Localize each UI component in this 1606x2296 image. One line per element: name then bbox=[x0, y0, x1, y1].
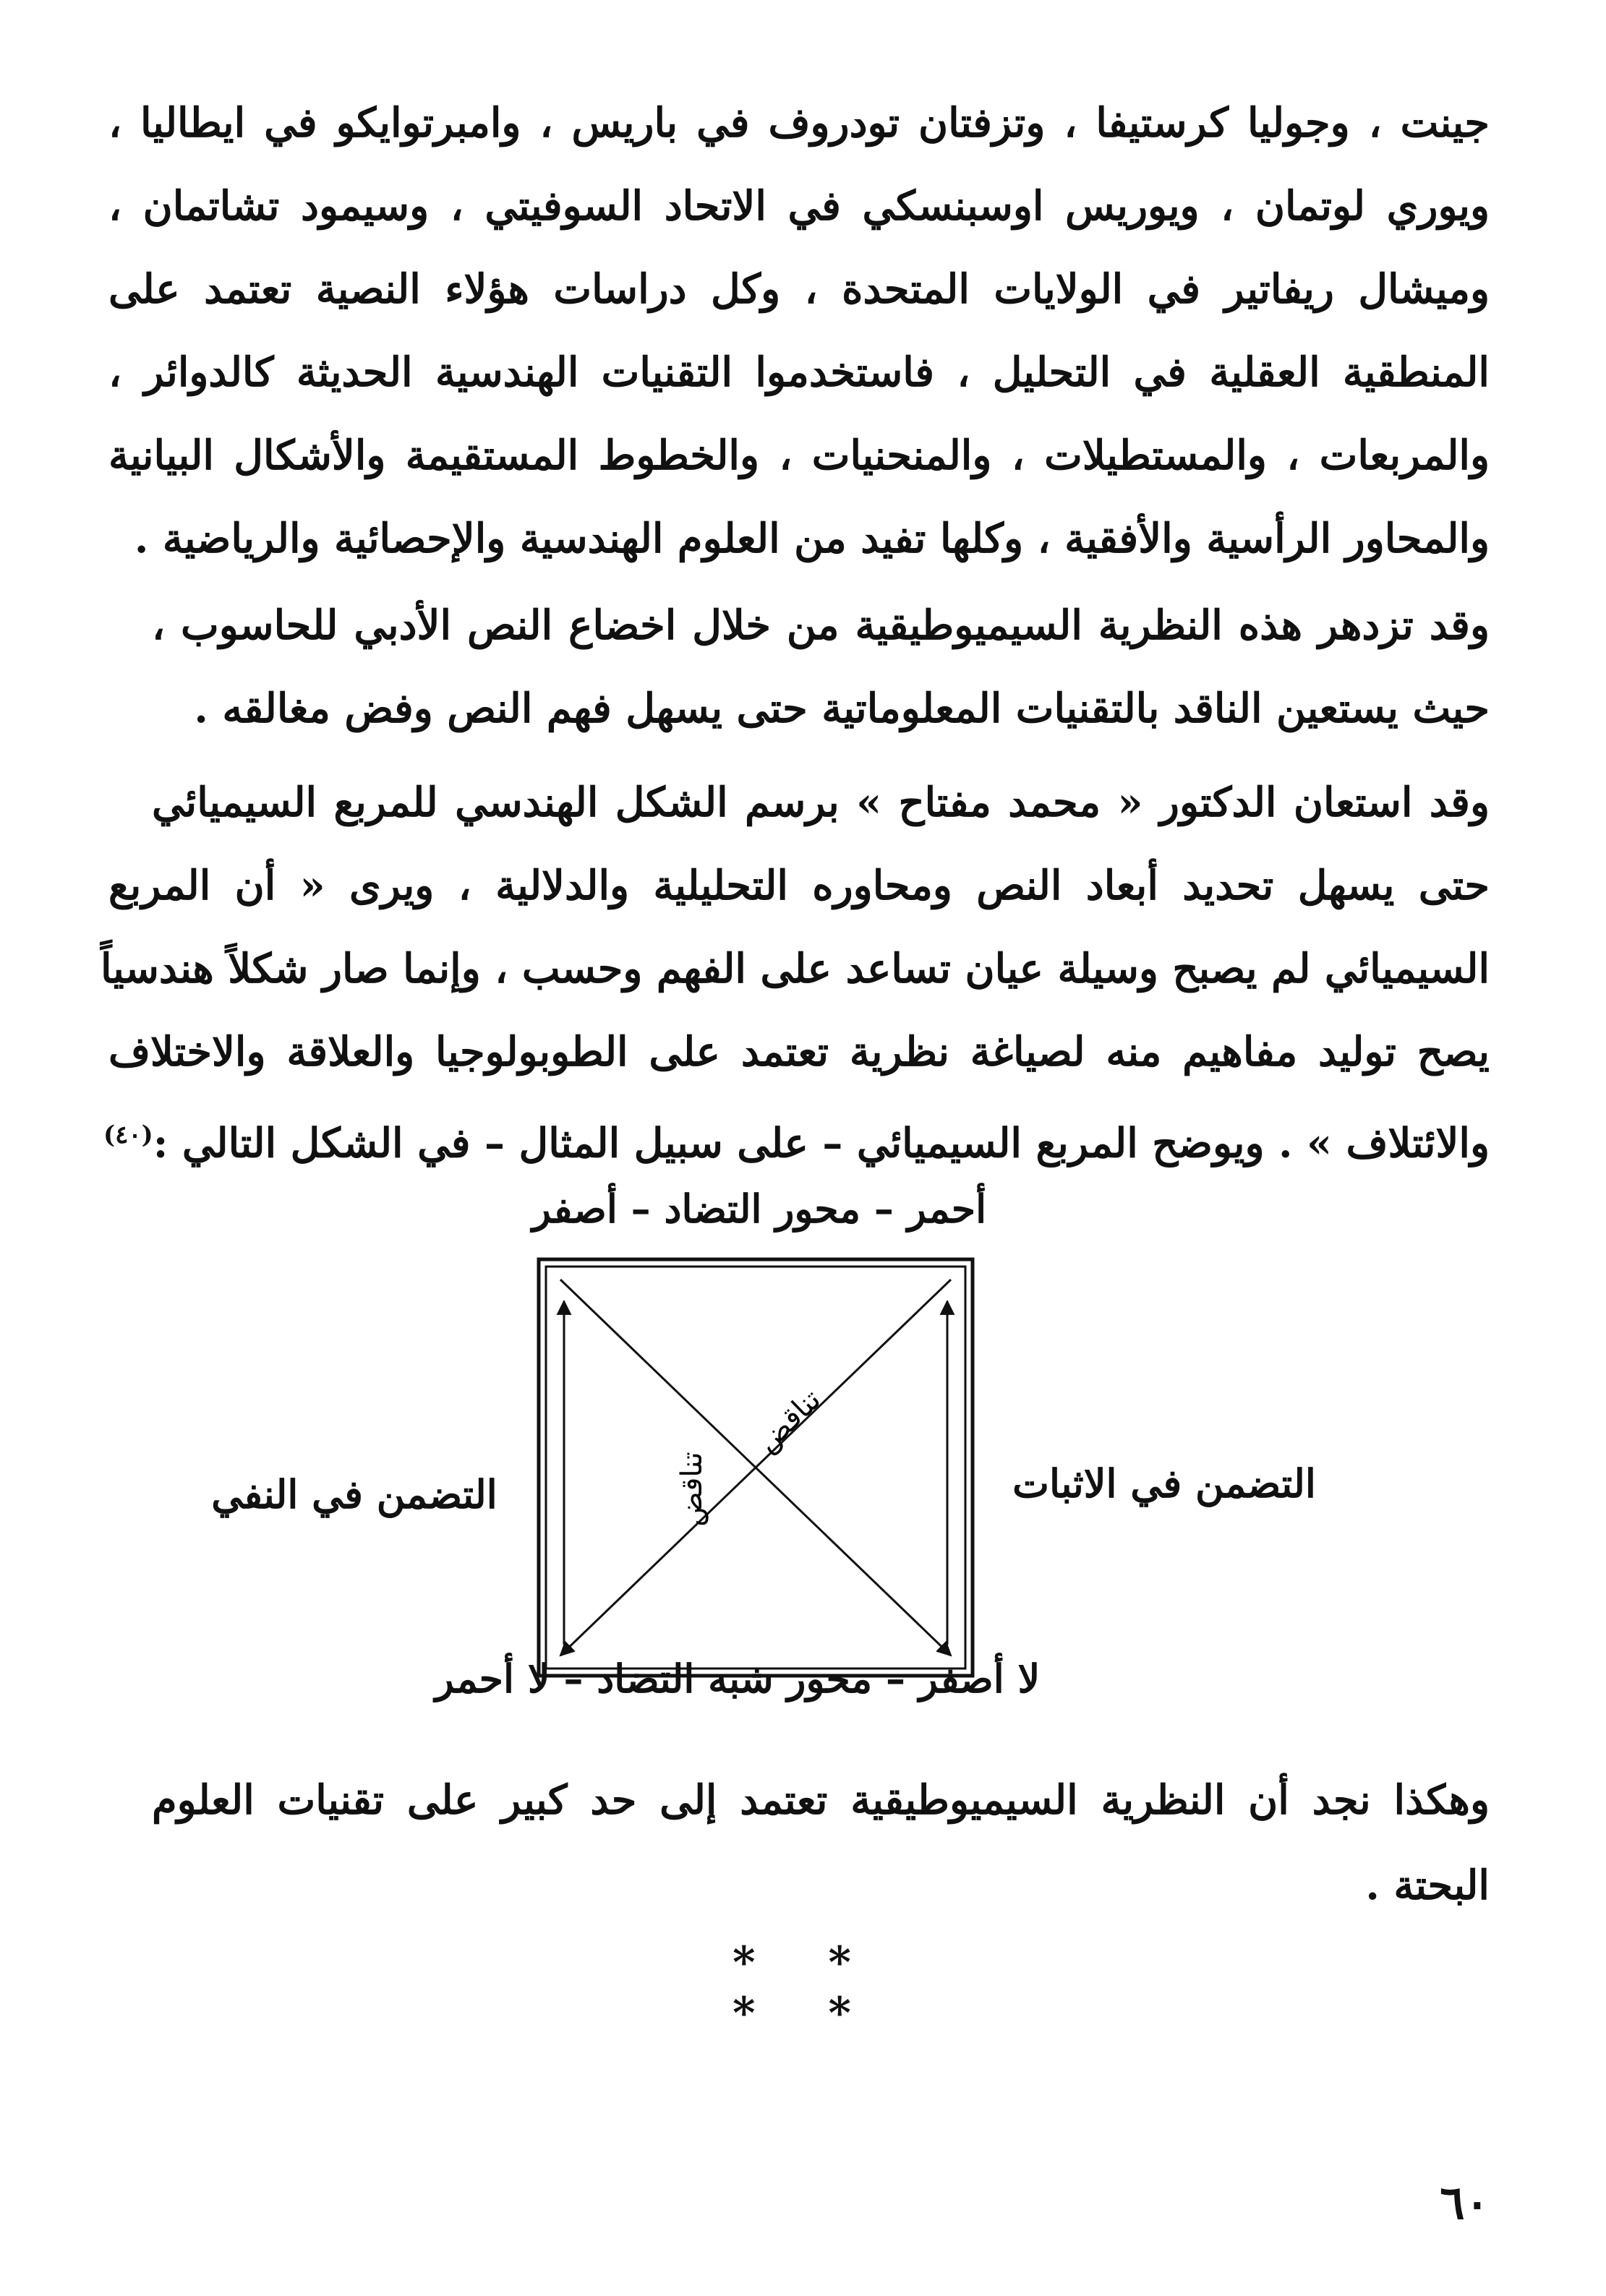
text-line: وقد تزدهر هذه النظرية السيميوطيقية من خلال اخضاع النص الأدبي للحاسوب ، bbox=[152, 601, 1490, 649]
diagram-top-label: أحمر – محور التضاد – أصفر bbox=[531, 1186, 987, 1232]
diagram-right-label: التضمن في الاثبات bbox=[1012, 1460, 1316, 1507]
diagonal-label-2: تناقض bbox=[675, 1452, 709, 1527]
section-separator: * * * * bbox=[732, 1937, 880, 2039]
diagonal-label-1: تناقض bbox=[750, 1383, 828, 1460]
semiotic-square bbox=[528, 1251, 983, 1684]
text-line: حيث يستعين الناقد بالتقنيات المعلوماتية حتى يسهل فهم النص وفض مغالقه . bbox=[194, 685, 1490, 732]
footnote-reference[interactable]: (٤٠) bbox=[103, 1121, 153, 1149]
text-line-content: والائتلاف » . ويوضح المربع السيميائي – على سبيل المثال – في الشكل التالي : bbox=[153, 1119, 1490, 1168]
text-line bbox=[103, 1092, 1490, 1178]
text-line: المنطقية العقلية في التحليل ، فاستخدموا التقنيات الهندسية الحديثة كالدوائر ، bbox=[108, 348, 1490, 396]
text-line: جينت ، وجوليا كرستيفا ، وتزفتان تودروف في باريس ، وامبرتوايكو في ايطاليا ، bbox=[108, 99, 1490, 147]
diagram-left-label: التضمن في النفي bbox=[211, 1471, 497, 1517]
text-line: البحتة . bbox=[1365, 1862, 1490, 1909]
text-line: والمربعات ، والمستطيلات ، والمنحنيات ، والخطوط المستقيمة والأشكال البيانية bbox=[108, 432, 1490, 479]
text-line: ويوري لوتمان ، ويوريس اوسبنسكي في الاتحاد السوفيتي ، وسيمود تشاتمان ، bbox=[108, 182, 1490, 230]
text-line: يصح توليد مفاهيم منه لصياغة نظرية تعتمد على الطوبولوجيا والعلاقة والاختلاف bbox=[108, 1028, 1490, 1076]
page-number: ٦٠ bbox=[1440, 2176, 1490, 2230]
text-line: وميشال ريفاتير في الولايات المتحدة ، وكل دراسات هؤلاء النصية تعتمد على bbox=[108, 265, 1490, 313]
text-line: والمحاور الرأسية والأفقية ، وكلها تفيد من العلوم الهندسية والإحصائية والرياضية . bbox=[134, 515, 1490, 562]
text-line: وقد استعان الدكتور « محمد مفتاح » برسم الشكل الهندسي للمربع السيميائي bbox=[152, 779, 1490, 826]
text-line: وهكذا نجد أن النظرية السيميوطيقية تعتمد إلى حد كبير على تقنيات العلوم bbox=[152, 1776, 1490, 1824]
text-line: حتى يسهل تحديد أبعاد النص ومحاوره التحليلية والدلالية ، ويرى « أن المربع bbox=[108, 862, 1490, 909]
diagram-bottom-label: لا أصفر – محور شبه التضاد – لا أحمر bbox=[435, 1655, 1041, 1702]
text-line: السيميائي لم يصبح وسيلة عيان تساعد على الفهم وحسب ، وإنما صار شكلاً هندسياً bbox=[101, 945, 1490, 993]
